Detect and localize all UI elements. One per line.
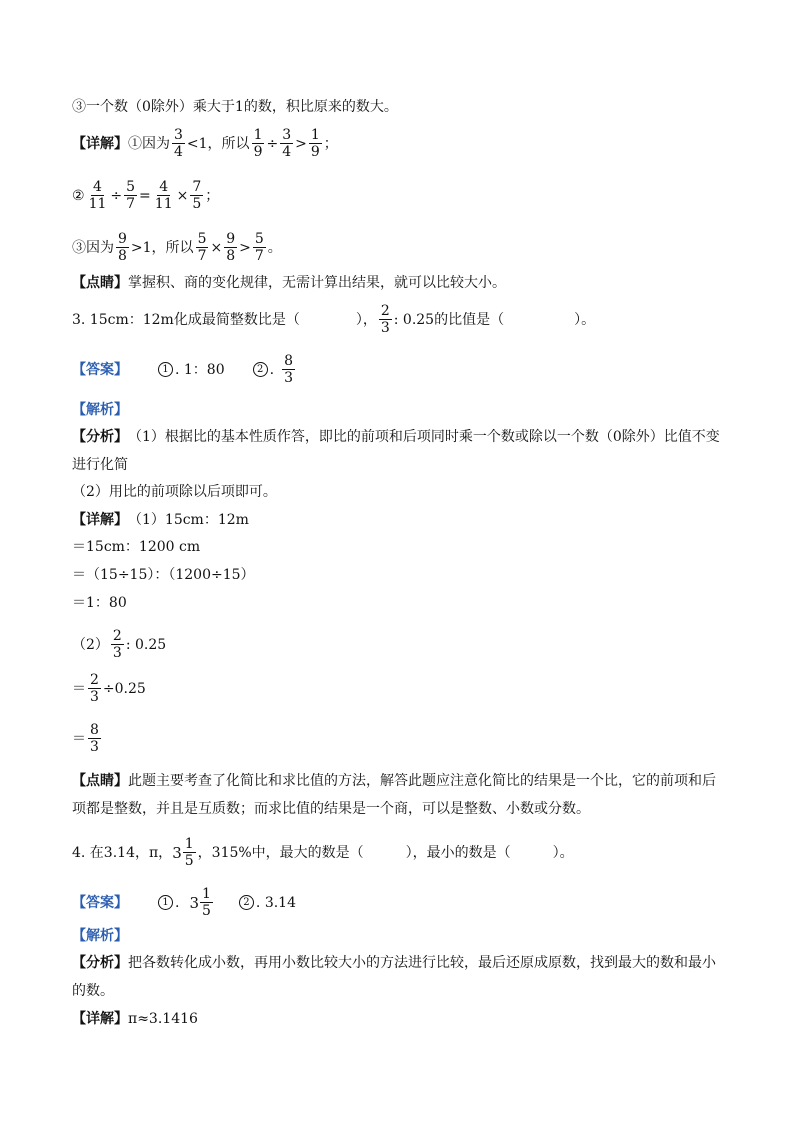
text: ，315%中，最大的数是（ ），最小的数是（ ）。 — [197, 844, 574, 861]
text: : 0.25的比值是（ ）。 — [393, 311, 596, 328]
text: <1，所以 — [186, 135, 250, 152]
text-line: 进行化简 — [72, 457, 128, 473]
detail-line-2 — [72, 179, 219, 212]
text: ； — [323, 135, 338, 152]
operator: > — [239, 239, 251, 256]
answer-tag: 【答案】 — [72, 361, 128, 378]
fraction: $\frac{7}{5}$ — [192, 179, 202, 212]
fraction: $\frac{2}{3}$ — [112, 628, 122, 661]
text: π≈3.1416 — [128, 1011, 198, 1027]
operator: × — [210, 239, 223, 256]
text: >1，所以 — [130, 239, 194, 256]
detail-tag: 【详解】 — [72, 512, 128, 528]
detail-step-3: ＝（15÷15）：（1200÷15） — [72, 567, 255, 583]
fraction: $\frac{9}{8}$ — [226, 231, 236, 264]
circle-number: 1 — [158, 362, 173, 377]
text: ÷0.25 — [102, 680, 146, 697]
circle-number: 2 — [253, 362, 268, 377]
answer-value: . 3.14 — [255, 894, 296, 911]
operator: > — [295, 135, 307, 152]
question-4 — [72, 836, 574, 869]
fraction: $\frac{8}{3}$ — [90, 722, 99, 755]
fraction: $\frac{3}{4}$ — [282, 127, 292, 160]
fraction: $\frac{4}{11}$ — [88, 179, 107, 212]
fraction: $\frac{1}{5}$ — [202, 886, 211, 919]
text: . — [269, 361, 275, 378]
point-tag: 【点睛】 — [72, 275, 128, 291]
detail-step-2: ＝15cm：1200 cm — [72, 539, 201, 555]
text: ＝ — [72, 680, 86, 697]
mixed-int: 3 — [189, 893, 199, 912]
text: （1）15cm：12m — [128, 512, 249, 528]
text: . — [175, 894, 180, 911]
detail-step-4: ＝1：80 — [72, 595, 127, 611]
text: 此题主要考查了化简比和求比值的方法，解答此题应注意化简比的结果是一个比，它的前项和后 — [128, 773, 716, 789]
text: ①因为 — [128, 135, 170, 152]
fenxi-line-4 — [72, 954, 716, 972]
text: 掌握积、商的变化规律，无需计算出结果，就可以比较大小。 — [128, 275, 506, 291]
detail-step-5 — [72, 628, 166, 661]
detail-tag: 【详解】 — [72, 135, 128, 152]
text-line: 项都是整数，并且是互质数；而求比值的结果是一个商，可以是整数、小数或分数。 — [72, 801, 590, 817]
analysis-tag: 【解析】 — [72, 402, 128, 418]
question-3 — [72, 303, 595, 336]
text: : 0.25 — [125, 636, 167, 653]
operator: × — [176, 187, 189, 204]
detail-step-7 — [72, 722, 103, 755]
text: 把各数转化成小数，再用小数比较大小的方法进行比较，最后还原成原数，找到最大的数和最小 — [128, 955, 716, 971]
detail-step-6 — [72, 672, 146, 705]
fraction: $\frac{1}{5}$ — [184, 836, 194, 869]
answer-3 — [72, 353, 297, 386]
fenxi-tag: 【分析】 — [72, 955, 128, 971]
text: 。 — [267, 239, 282, 256]
point-line-3a — [72, 772, 716, 790]
answer-value: . 1：80 — [175, 361, 225, 378]
mixed-int: 3 — [172, 843, 182, 862]
analysis-heading — [72, 927, 128, 945]
fenxi-tag: 【分析】 — [72, 429, 128, 445]
fraction: $\frac{1}{9}$ — [310, 127, 320, 160]
point-line — [72, 274, 506, 292]
text-line: 的数。 — [72, 983, 114, 999]
detail-step-1 — [72, 511, 249, 529]
text: ② — [72, 187, 85, 204]
fraction: $\frac{8}{3}$ — [284, 353, 293, 386]
circle-number: 2 — [239, 895, 254, 910]
fraction: $\frac{5}{7}$ — [126, 179, 136, 212]
text-line: （2）用比的前项除以后项即可。 — [72, 484, 277, 500]
analysis-tag: 【解析】 — [72, 928, 128, 944]
text: 4. 在3.14，π， — [72, 844, 173, 861]
point-tag: 【点睛】 — [72, 773, 128, 789]
detail-line-3 — [72, 231, 282, 264]
text: ； — [205, 187, 220, 204]
fraction: $\frac{9}{8}$ — [118, 231, 127, 264]
fraction: $\frac{5}{7}$ — [197, 231, 207, 264]
text: （2） — [72, 636, 109, 653]
fraction: $\frac{3}{4}$ — [174, 127, 183, 160]
circle-number: 1 — [158, 895, 173, 910]
fraction: $\frac{2}{3}$ — [380, 303, 390, 336]
fraction: $\frac{5}{7}$ — [254, 231, 264, 264]
text: ③因为 — [72, 239, 114, 256]
answer-4 — [72, 886, 296, 919]
fraction: $\frac{4}{11}$ — [154, 179, 173, 212]
analysis-heading — [72, 401, 128, 419]
text: 3. 15cm：12m化成最简整数比是（ ）， — [72, 311, 377, 328]
operator: = — [139, 187, 151, 204]
text-line: ③一个数（0除外）乘大于1的数，积比原来的数大。 — [72, 99, 398, 115]
text: ＝ — [72, 730, 86, 747]
operator: ÷ — [110, 187, 123, 204]
operator: ÷ — [266, 135, 279, 152]
detail-line-4 — [72, 1010, 198, 1028]
fenxi-line-1 — [72, 428, 720, 446]
fraction: $\frac{2}{3}$ — [90, 672, 99, 705]
answer-tag: 【答案】 — [72, 894, 128, 911]
detail-tag: 【详解】 — [72, 1011, 128, 1027]
text: （1）根据比的基本性质作答，即比的前项和后项同时乘一个数或除以一个数（0除外）比值不变 — [128, 429, 720, 445]
fraction: $\frac{1}{9}$ — [253, 127, 263, 160]
detail-line-1 — [72, 127, 338, 160]
